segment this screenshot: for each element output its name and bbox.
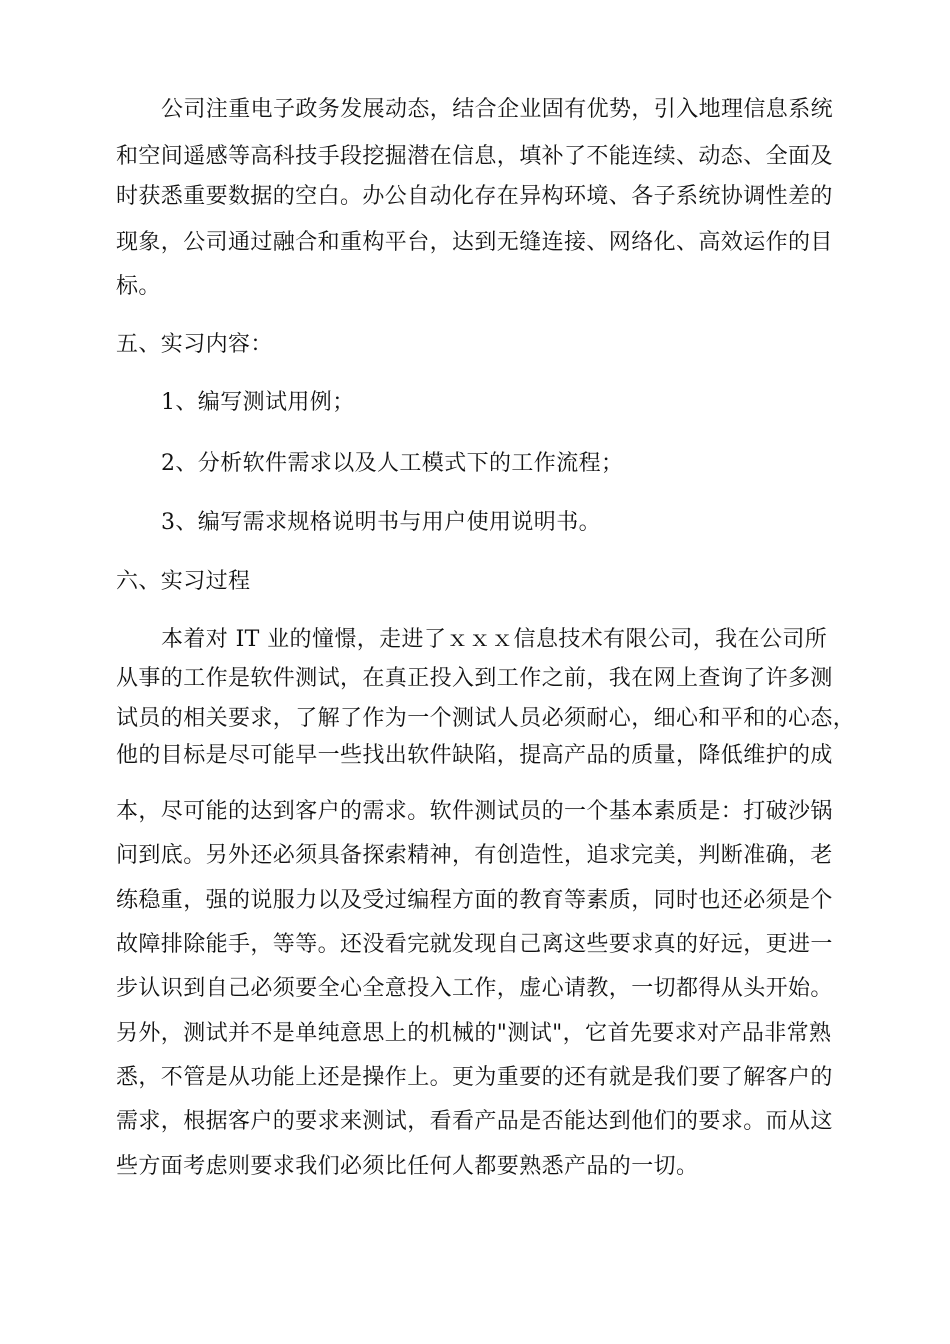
- paragraph-2-line-1: 本着对 IT 业的憧憬，走进了ｘｘｘ信息技术有限公司，我在公司所: [161, 627, 828, 652]
- section-heading-5: 五、实习内容：: [116, 332, 273, 357]
- paragraph-1-line-1: 公司注重电子政务发展动态，结合企业固有优势，引入地理信息系统: [161, 97, 834, 122]
- list-item-1: 1、编写测试用例；: [161, 390, 355, 415]
- paragraph-2-line-7: 练稳重，强的说服力以及受过编程方面的教育等素质，同时也还必须是个: [116, 888, 833, 913]
- paragraph-2-line-10: 另外，测试并不是单纯意思上的机械的"测试"，它首先要求对产品非常熟: [116, 1021, 832, 1046]
- section-heading-6: 六、实习过程: [116, 569, 251, 594]
- paragraph-2-line-8: 故障排除能手，等等。还没看完就发现自己离这些要求真的好远，更进一: [116, 932, 833, 957]
- paragraph-2-line-2: 从事的工作是软件测试，在真正投入到工作之前，我在网上查询了许多测: [116, 666, 833, 691]
- paragraph-2-line-9: 步认识到自己必须要全心全意投入工作，虚心请教，一切都得从头开始。: [116, 976, 833, 1001]
- paragraph-2-line-13: 些方面考虑则要求我们必须比任何人都要熟悉产品的一切。: [116, 1154, 699, 1179]
- paragraph-2-line-11: 悉，不管是从功能上还是操作上。更为重要的还有就是我们要了解客户的: [116, 1065, 833, 1090]
- paragraph-2-line-3: 试员的相关要求，了解了作为一个测试人员必须耐心，细心和平和的心态，: [116, 706, 856, 731]
- paragraph-2-line-12: 需求，根据客户的要求来测试，看看产品是否能达到他们的要求。而从这: [116, 1109, 833, 1134]
- paragraph-1-line-3: 时获悉重要数据的空白。办公自动化存在异构环境、各子系统协调性差的: [116, 184, 833, 209]
- paragraph-2-line-6: 问到底。另外还必须具备探索精神，有创造性，追求完美，判断准确，老: [116, 843, 833, 868]
- paragraph-1-line-5: 标。: [116, 274, 161, 299]
- list-item-2: 2、分析软件需求以及人工模式下的工作流程；: [161, 451, 624, 476]
- paragraph-2-line-4: 他的目标是尽可能早一些找出软件缺陷，提高产品的质量，降低维护的成: [116, 743, 833, 768]
- paragraph-2-line-5: 本，尽可能的达到客户的需求。软件测试员的一个基本素质是：打破沙锅: [116, 799, 833, 824]
- paragraph-1-line-2: 和空间遥感等高科技手段挖掘潜在信息，填补了不能连续、动态、全面及: [116, 144, 833, 169]
- list-item-3: 3、编写需求规格说明书与用户使用说明书。: [161, 510, 601, 535]
- paragraph-1-line-4: 现象，公司通过融合和重构平台，达到无缝连接、网络化、高效运作的目: [116, 230, 833, 255]
